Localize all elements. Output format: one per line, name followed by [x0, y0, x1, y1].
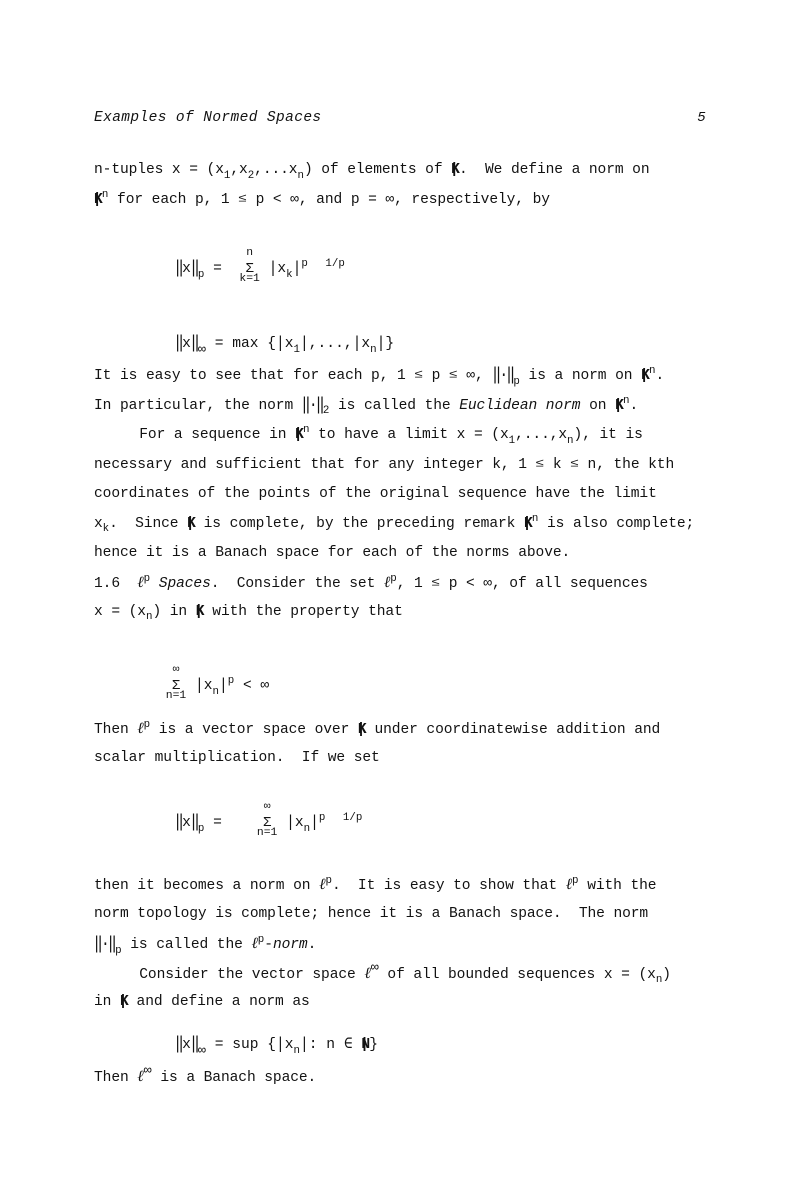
script-ell-symbol: ℓ: [137, 573, 144, 591]
blackboard-k-symbol: | K: [451, 156, 459, 186]
less-equal-symbol: ≤: [535, 457, 545, 471]
text-line: Then ℓ$^p$ is a vector space over | K under coordinatewise addition and: [94, 714, 709, 744]
blackboard-k-symbol: | K: [524, 510, 532, 540]
script-ell-symbol: ℓ: [319, 875, 326, 893]
script-ell-symbol: ℓ: [364, 963, 371, 982]
section-title: Spaces: [150, 576, 211, 592]
blackboard-k-symbol: | K: [358, 716, 366, 746]
text-line: scalar multiplication. If we set: [94, 749, 380, 766]
text-line: norm topology is complete; hence it is a Banach space. The norm: [94, 905, 649, 922]
formula-sup-norm: ‖x‖∞ = sup {$|x_n|$: n ∈ | N}: [140, 1019, 378, 1069]
text-line: n-tuples $x = (x_1,x_2,...x_n)$ of elements of | K. We define a norm on: [94, 156, 709, 186]
text-line: $x = (x_n)$ in | K with the property that: [94, 598, 709, 628]
text-line: $x_k$. Since | K is complete, by the preceding remark | $K^n$ is also complete;: [94, 510, 709, 540]
formula-series-convergence: ∞ Σ n=1 $|x_n|^p$ < ∞: [122, 662, 269, 710]
summation-symbol: ∞ Σ n=1: [256, 801, 278, 839]
script-ell-symbol: ℓ: [565, 875, 573, 893]
blackboard-k-symbol: | K: [295, 421, 303, 451]
paragraph-lp-norm-complete: [94, 870, 709, 1018]
text-line: coordinates of the points of the original sequence have the limit: [94, 486, 657, 502]
text-line: necessary and sufficient that for any integer k, 1 ≤ k ≤ n, the kth: [94, 451, 709, 481]
summation-symbol: n Σ k=1: [239, 247, 260, 285]
blackboard-k-symbol: | K: [641, 362, 649, 392]
summation-symbol: ∞ Σ n=1: [165, 664, 187, 702]
norm-symbol: ‖·‖: [94, 935, 116, 955]
blackboard-k-symbol: | K: [120, 988, 128, 1018]
paragraph-linf-banach: [94, 1062, 709, 1092]
text-line: hence it is a Banach space for each of the norms above.: [94, 545, 571, 561]
formula-p-norm-finite: $‖x‖_p$ = n Σ k=1 $|x_k|^p$ $^{1/p}$: [175, 247, 345, 285]
script-ell-symbol: ℓ: [383, 573, 391, 591]
text-line: Then ℓ∞ is a Banach space.: [94, 1064, 317, 1086]
text-line: $‖\cdot‖_p$ is called the ℓ$^p$-norm.: [94, 929, 709, 959]
less-equal-symbol: ≤: [238, 192, 247, 206]
text-line: Consider the vector space ℓ∞ of all bounded sequences $x = (x_n)$: [139, 960, 671, 987]
emphasis-euclidean-norm: Euclidean norm: [459, 397, 581, 414]
text-line: in | K and define a norm as: [94, 988, 709, 1018]
paragraph-n-tuples: [94, 156, 709, 215]
script-ell-symbol: ℓ: [251, 934, 258, 952]
formula-lp-norm: $‖x‖_p$ = ∞ Σ n=1 $|x_n|^p$ $^{1/p}$: [175, 801, 363, 839]
less-equal-symbol: ≤: [449, 369, 458, 382]
paragraph-norm-properties: [94, 362, 709, 569]
blackboard-k-symbol: | K: [94, 186, 102, 216]
blackboard-k-symbol: | K: [615, 392, 623, 422]
running-head: [94, 110, 706, 126]
less-equal-symbol: ≤: [431, 577, 441, 590]
blackboard-n-symbol: | N: [361, 1037, 369, 1053]
text-line: | $K^n$ for each p, 1 ≤ p < ∞, and p = ∞, respectively, by: [94, 186, 709, 216]
emphasis-norm: norm: [272, 937, 308, 953]
body-text: [94, 156, 709, 215]
blackboard-k-symbol: | K: [187, 510, 195, 540]
text-line: It is easy to see that for each p, 1 ≤ p ≤ ∞, $‖\cdot‖_p$ is a norm on | $K^n$.: [94, 362, 709, 392]
section-number: 1.6: [94, 576, 138, 592]
text-line: For a sequence in | $K^n$ to have a limit $x = (x_1,...,x_n)$, it is: [94, 421, 709, 451]
running-head-title: Examples of Normed Spaces: [94, 110, 322, 126]
script-ell-symbol: ℓ: [137, 1067, 144, 1085]
less-equal-symbol: ≤: [414, 369, 424, 382]
text-line: In particular, the norm $‖\cdot‖_2$ is called the Euclidean norm on | $K^n$.: [94, 392, 709, 422]
norm-symbol: ‖·‖: [301, 395, 323, 415]
less-equal-symbol: ≤: [570, 457, 579, 471]
blackboard-k-symbol: | K: [196, 598, 204, 628]
page-number: 5: [697, 110, 706, 126]
script-ell-symbol: ℓ: [137, 719, 144, 737]
section-1-6-lp-spaces: [94, 568, 709, 627]
text-line: then it becomes a norm on ℓ$^p$. It is easy to show that ℓ$^p$ with the: [94, 875, 657, 894]
formula-infinity-norm-finite: ‖x‖∞ = $\max \{|x_1|,...,|x_n|\}$: [175, 334, 395, 358]
text-line: 1.6 ℓ$^p$ Spaces. Consider the set ℓ$^p$, 1 ≤ p < ∞, of all sequences: [94, 568, 709, 598]
norm-symbol: ‖·‖: [492, 366, 514, 386]
paragraph-vector-space: [94, 714, 709, 773]
